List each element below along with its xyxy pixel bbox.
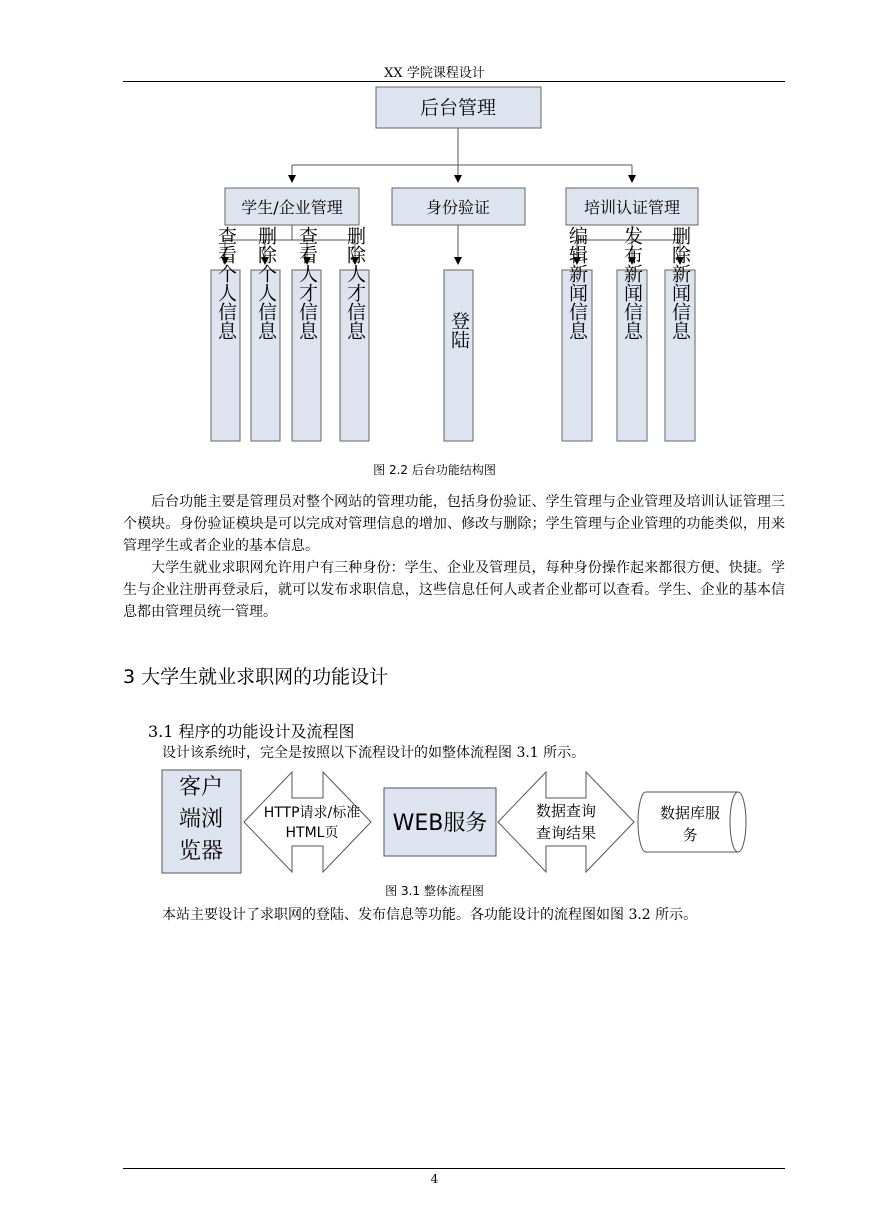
root-node-label: 后台管理	[419, 97, 497, 119]
database-label-line2: 务	[682, 826, 698, 844]
leaf-delete-personal-info: 删除个人信息	[255, 226, 277, 340]
branch-identity-label: 身份验证	[425, 198, 491, 217]
leaf-edit-news-info: 编辑新闻信息	[566, 226, 588, 340]
arrow2-label-line1: 数据查询	[535, 802, 597, 820]
figure-2-2-caption: 图 2.2 后台功能结构图	[373, 463, 496, 477]
section-3-1-heading: 3.1 程序的功能设计及流程图	[148, 722, 355, 741]
leaf-publish-news-info: 发布新闻信息	[621, 226, 643, 340]
backend-structure-diagram	[0, 0, 869, 460]
arrow1-label-line1: HTTP请求/标准	[263, 805, 361, 821]
client-label-line3: 览器	[178, 839, 224, 864]
footer-rule	[123, 1168, 785, 1169]
leaf-delete-news-info: 删除新闻信息	[669, 226, 691, 340]
branch-training-label: 培训认证管理	[583, 198, 681, 217]
page-header: XX 学院课程设计	[384, 66, 485, 81]
arrow1-label-line2: HTML页	[285, 825, 339, 841]
client-label-line1: 客户	[178, 775, 224, 800]
leaf-login: 登陆	[448, 311, 470, 349]
page-number: 4	[430, 1172, 439, 1186]
figure-3-1-caption: 图 3.1 整体流程图	[385, 884, 484, 898]
paragraph-backend-modules: 后台功能主要是管理员对整个网站的管理功能，包括身份验证、学生管理与企业管理及培训认证管理三个模块。身份验证模块是可以完成对管理信息的增加、修改与删除；学生管理与企业管理的功能类似，用来管理学生或者企业的基本信息。	[123, 494, 785, 554]
section-3-heading: 3 大学生就业求职网的功能设计	[123, 666, 389, 688]
paragraph-user-roles: 大学生就业求职网允许用户有三种身份：学生、企业及管理员，每种身份操作起来都很方便、快捷。学生与企业注册再登录后，就可以发布求职信息，这些信息任何人或者企业都可以查看。学生、企业的基本信息都由管理员统一管理。	[123, 560, 785, 620]
database-label-line1: 数据库服	[659, 804, 721, 822]
leaf-view-talent-info: 查看人才信息	[296, 226, 318, 340]
leaf-delete-talent-info: 删除人才信息	[344, 226, 366, 340]
web-service-label: WEB服务	[392, 811, 488, 836]
arrow2-label-line2: 查询结果	[535, 824, 597, 842]
branch-student-enterprise-label: 学生/企业管理	[241, 198, 343, 217]
closing-paragraph: 本站主要设计了求职网的登陆、发布信息等功能。各功能设计的流程图如图 3.2 所示。	[162, 907, 698, 923]
client-label-line2: 端浏	[178, 807, 224, 832]
section-3-1-intro: 设计该系统时，完全是按照以下流程设计的如整体流程图 3.1 所示。	[162, 745, 586, 761]
backend-description	[123, 491, 785, 623]
leaf-view-personal-info: 查看个人信息	[215, 226, 237, 340]
overall-flow-diagram	[0, 760, 869, 880]
